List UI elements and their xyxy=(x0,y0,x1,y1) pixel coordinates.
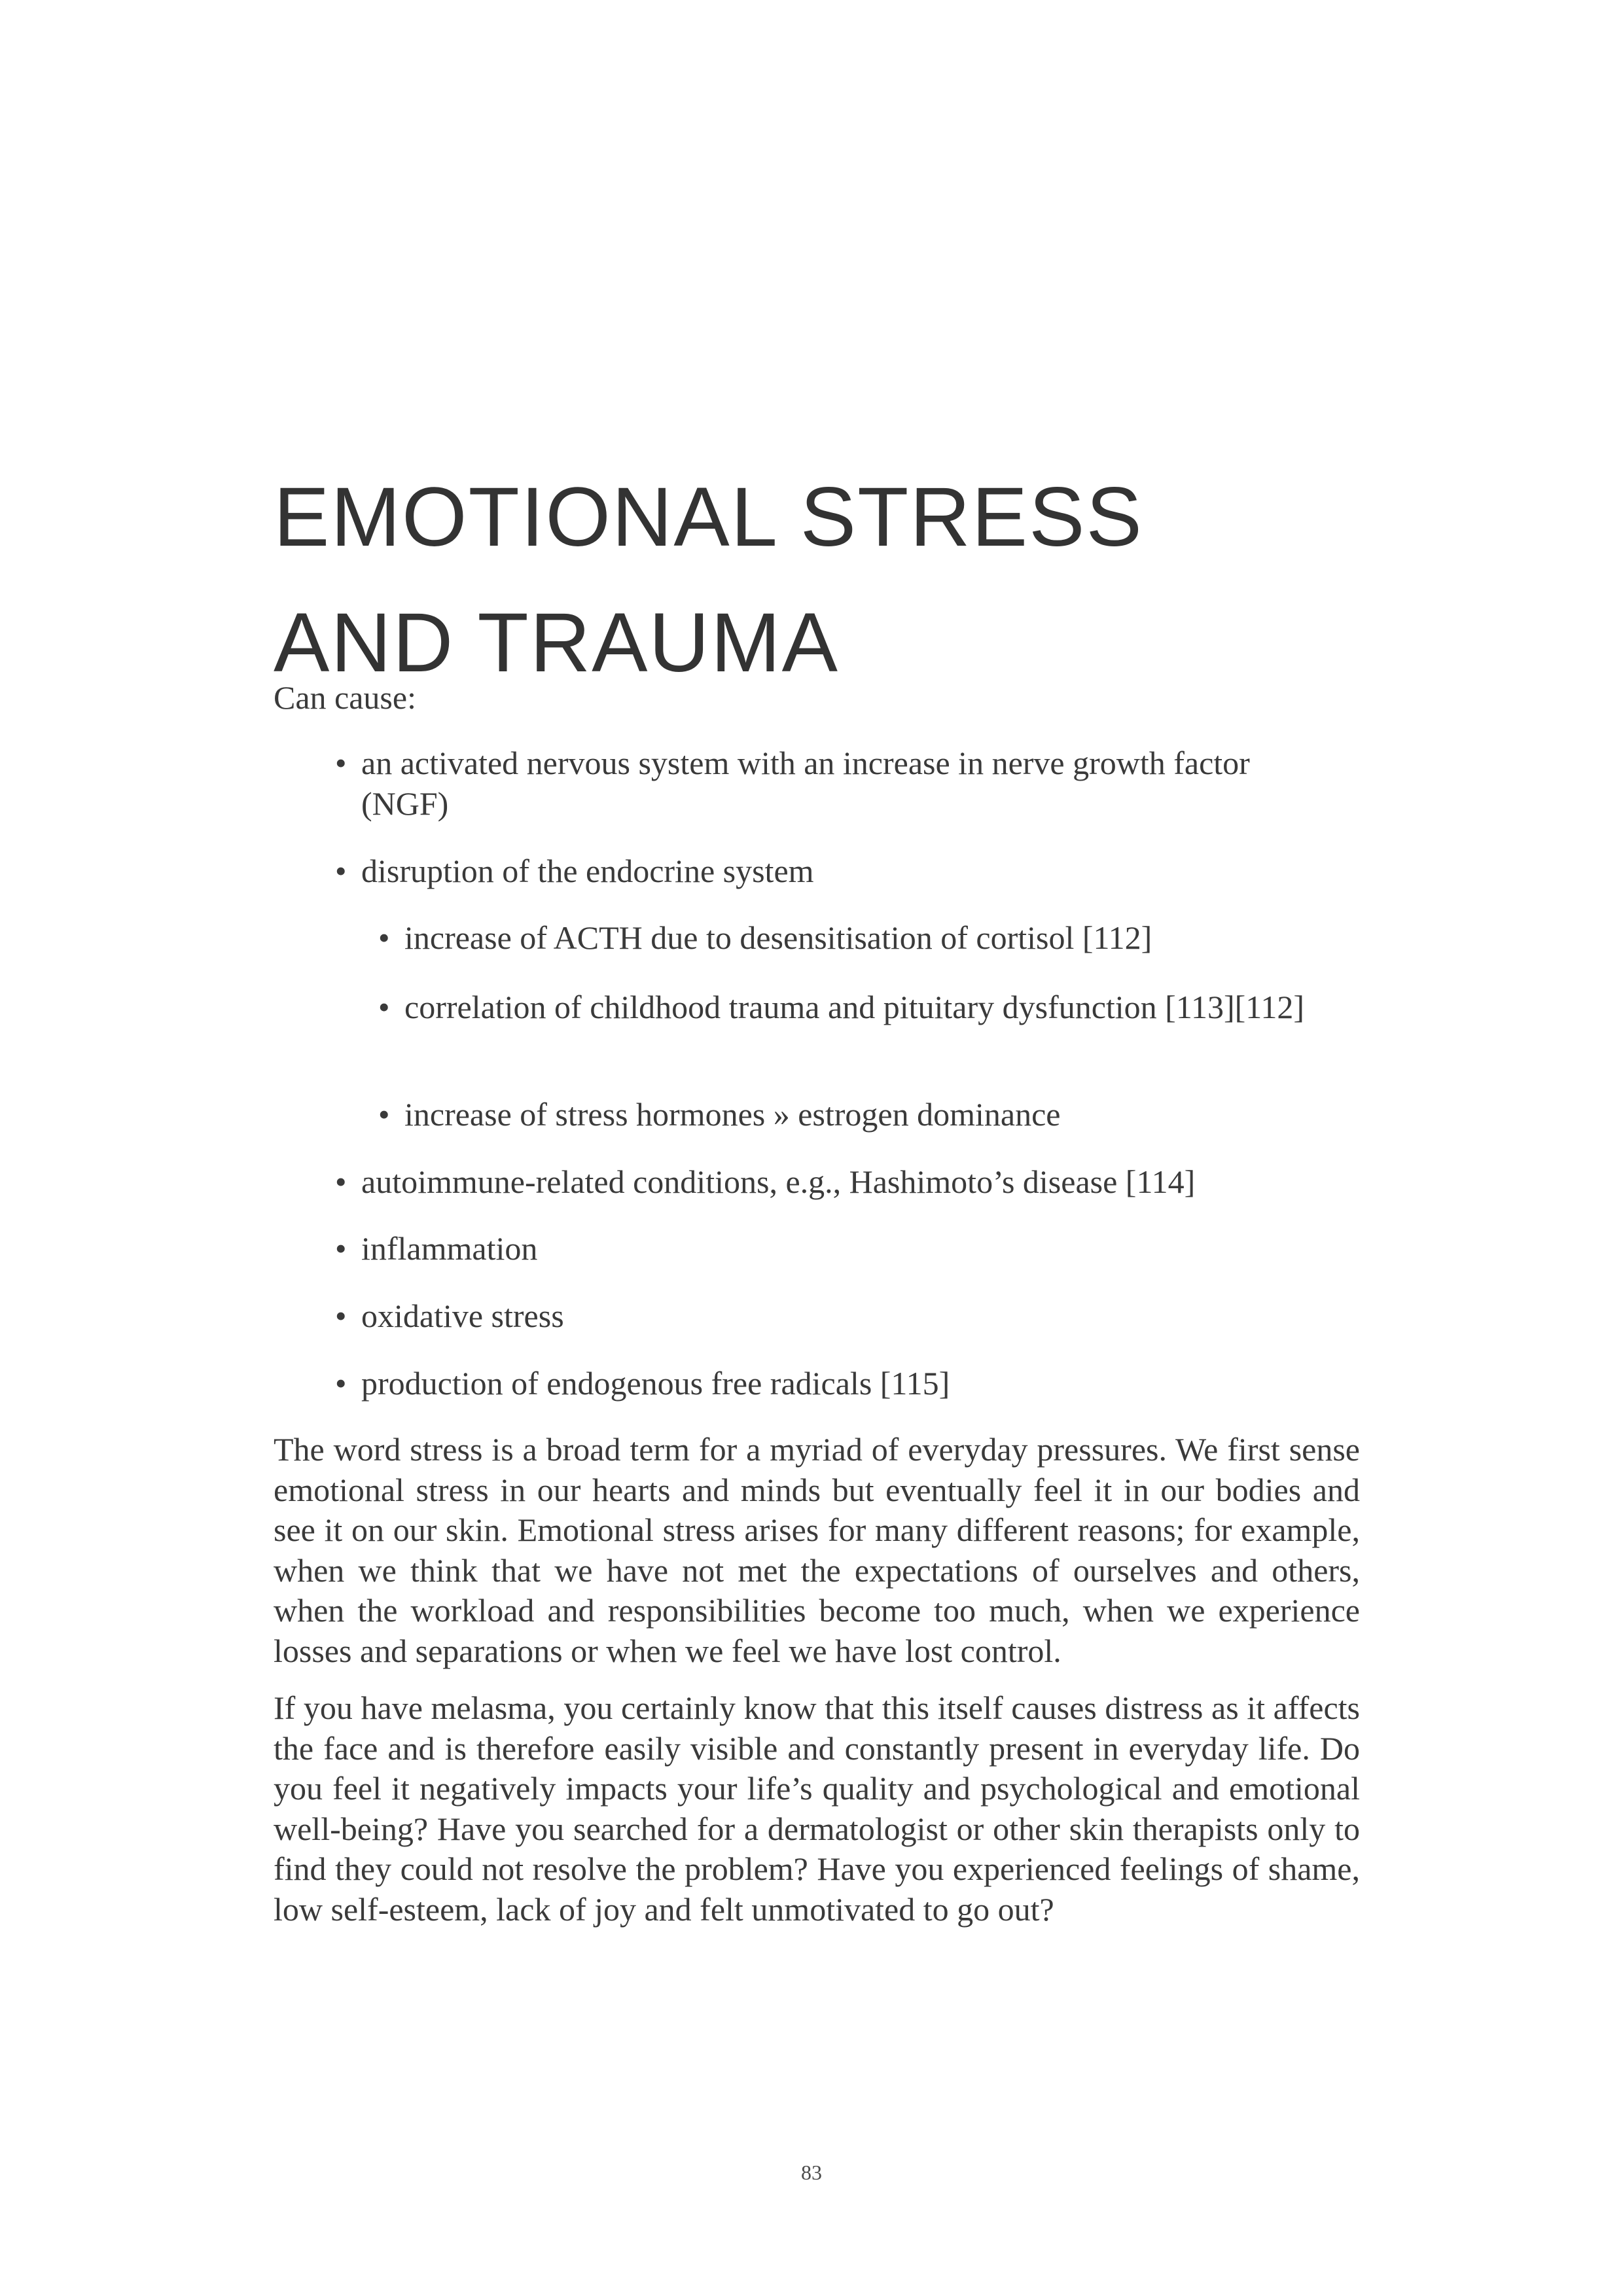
list-item-text: correlation of childhood trauma and pituitary dysfunction [113][112] xyxy=(404,989,1305,1025)
list-item xyxy=(335,1363,1310,1404)
sub-list-item xyxy=(378,917,1321,958)
sub-list-item xyxy=(378,987,1321,1027)
list-item xyxy=(335,851,1310,891)
list-item-text: disruption of the endocrine system xyxy=(361,853,814,889)
bullet-icon: • xyxy=(335,1163,347,1200)
list-item-text: oxidative stress xyxy=(361,1298,564,1334)
list-item xyxy=(335,1161,1310,1202)
bullet-icon: • xyxy=(378,1096,390,1133)
bullet-icon: • xyxy=(335,1230,347,1267)
bullet-icon: • xyxy=(378,919,390,956)
list-item-text: increase of stress hormones » estrogen dominance xyxy=(404,1096,1061,1133)
list-item xyxy=(335,1296,1310,1336)
bullet-icon: • xyxy=(378,989,390,1025)
bullet-icon: • xyxy=(335,745,347,781)
list-item-text: increase of ACTH due to desensitisation of cortisol [112] xyxy=(404,919,1152,956)
list-item xyxy=(335,1228,1310,1269)
chapter-title-line-2: AND TRAUMA xyxy=(274,596,839,690)
bullet-icon: • xyxy=(335,1365,347,1402)
list-item-text: production of endogenous free radicals [115] xyxy=(361,1365,950,1402)
page-number: 83 xyxy=(801,2161,822,2184)
list-item-text: autoimmune-related conditions, e.g., Hashimoto’s disease [114] xyxy=(361,1163,1196,1200)
chapter-title xyxy=(274,455,1452,706)
body-paragraph: The word stress is a broad term for a myriad of everyday pressures. We first sense emotional stress in our hearts and minds but eventually feel it in our bodies and see it on our skin. Emotional stress arises for many different reasons; for example, when we think that we have not met the expectations of ourselves and others, when the workload and responsibilities become too much, when we experience losses and separations or when we feel we have lost control. xyxy=(274,1431,1360,1669)
list-item-text: an activated nervous system with an increase in nerve growth factor (NGF) xyxy=(361,745,1250,822)
chapter-title-line-1: EMOTIONAL STRESS xyxy=(274,470,1143,564)
list-item-text: inflammation xyxy=(361,1230,538,1267)
bullet-icon: • xyxy=(335,853,347,889)
body-paragraph: If you have melasma, you certainly know that this itself causes distress as it affects the face and is therefore easily visible and constantly present in everyday life. Do you feel it negatively impacts your life’s quality and psychological and emotional well-being? Have you searched for a dermatologist or other skin therapists only to find they could not resolve the problem? Have you experienced feelings of shame, low self-esteem, lack of joy and felt unmotivated to go out? xyxy=(274,1689,1360,1928)
lead-text: Can cause: xyxy=(274,679,416,716)
list-item xyxy=(335,743,1310,824)
sub-list-item xyxy=(378,1094,1321,1135)
bullet-icon: • xyxy=(335,1298,347,1334)
